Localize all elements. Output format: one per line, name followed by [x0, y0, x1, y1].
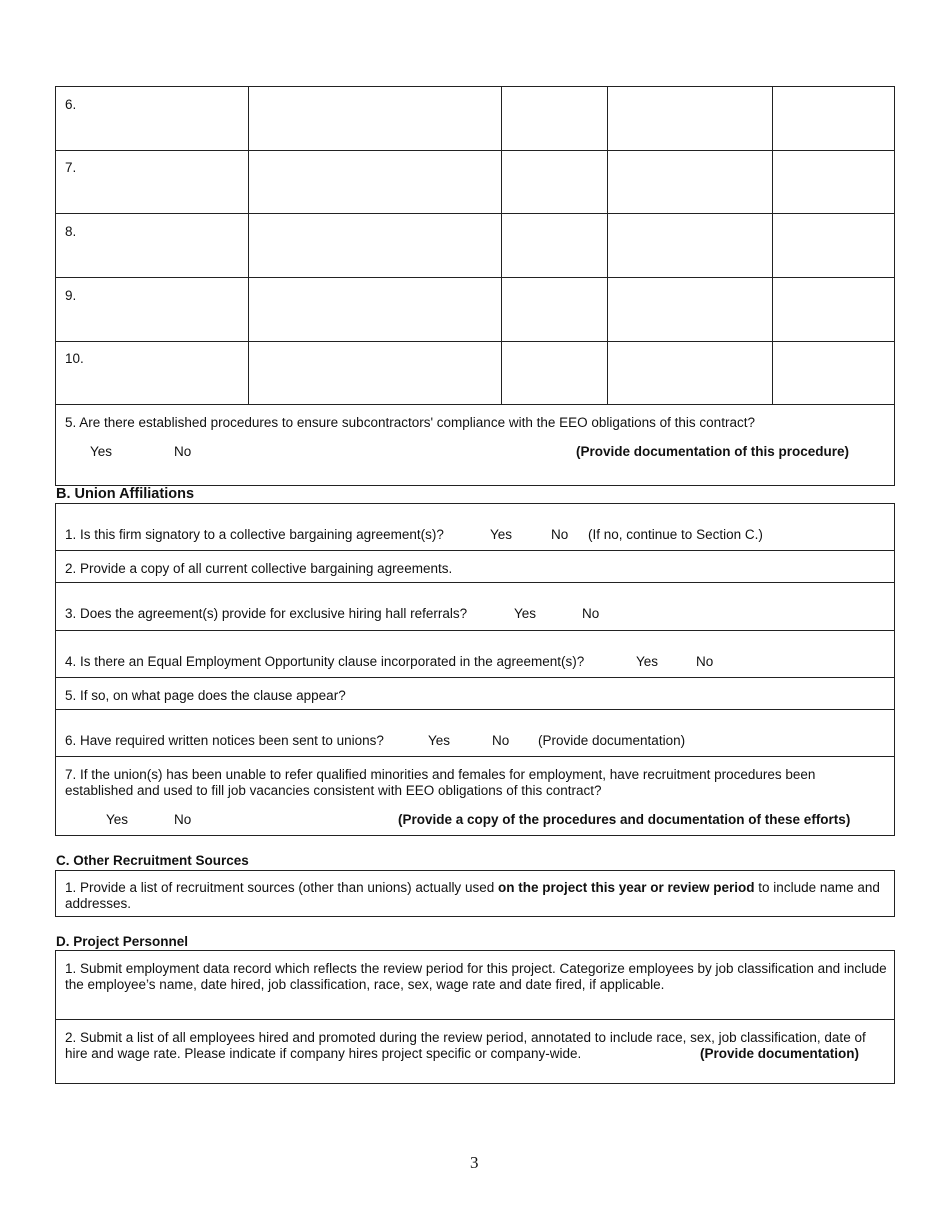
recruitment-sources-question: 1. Provide a list of recruitment sources (other than unions) actually used on the project this year or review period to include name and addresses.: [65, 880, 880, 911]
section-b-title: B. Union Affiliations: [56, 486, 195, 502]
table-row-divider: [55, 150, 895, 151]
no-option[interactable]: No: [582, 606, 600, 621]
personnel-q1-text: 1. Submit employment data record which reflects the review period for this project. Categorize employees by job classification and include the employee’s name, date hired, job classification, race, sex, wage rate and date fired, if applicable.: [65, 961, 887, 992]
row-divider: [55, 550, 895, 551]
section-c-title: C. Other Recruitment Sources: [56, 853, 249, 868]
yes-option[interactable]: Yes: [90, 444, 113, 459]
union-q5-text: 5. If so, on what page does the clause appear?: [65, 688, 346, 703]
no-option[interactable]: No: [696, 654, 714, 669]
row-divider: [55, 1019, 895, 1020]
personnel-q2-text: 2. Submit a list of all employees hired and promoted during the review period, annotated to include race, sex, job classification, date of hire and wage rate. Please indicate if company hires project specific or company-wide.: [65, 1030, 866, 1061]
row-divider: [55, 630, 895, 631]
table-column-divider: [607, 86, 608, 405]
yes-option[interactable]: Yes: [428, 733, 451, 748]
yes-option[interactable]: Yes: [106, 812, 129, 827]
table-row-number: 6.: [65, 97, 77, 112]
table-row-number: 10.: [65, 351, 84, 366]
table-row-divider: [55, 213, 895, 214]
page-number: 3: [470, 1153, 479, 1172]
table-column-divider: [248, 86, 249, 405]
union-q3-text: 3. Does the agreement(s) provide for exclusive hiring hall referrals?: [65, 606, 468, 621]
union-q7-note: (Provide a copy of the procedures and documentation of these efforts): [398, 812, 851, 827]
documentation-note: (Provide documentation of this procedure): [576, 444, 850, 459]
table-column-divider: [501, 86, 502, 405]
table-row-number: 9.: [65, 288, 77, 303]
union-q6-text: 6. Have required written notices been sent to unions?: [65, 733, 384, 748]
row-divider: [55, 582, 895, 583]
table-column-divider: [772, 86, 773, 405]
union-q6-note: (Provide documentation): [538, 733, 686, 748]
no-option[interactable]: No: [551, 527, 569, 542]
row-divider: [55, 677, 895, 678]
subcontractor-procedures-question: 5. Are there established procedures to ensure subcontractors' compliance with the EEO obligations of this contract?: [65, 415, 755, 430]
yes-option[interactable]: Yes: [490, 527, 513, 542]
yes-option[interactable]: Yes: [636, 654, 659, 669]
section-d-title: D. Project Personnel: [56, 934, 189, 949]
yes-option[interactable]: Yes: [514, 606, 537, 621]
table-row-divider: [55, 341, 895, 342]
no-option[interactable]: No: [174, 812, 192, 827]
table-row-divider: [55, 277, 895, 278]
no-option[interactable]: No: [174, 444, 192, 459]
personnel-q2-note: (Provide documentation): [700, 1046, 860, 1061]
row-divider: [55, 756, 895, 757]
union-q1-text: 1. Is this firm signatory to a collective bargaining agreement(s)?: [65, 527, 444, 542]
table-row-number: 7.: [65, 160, 77, 175]
row-divider: [55, 709, 895, 710]
union-q2-text: 2. Provide a copy of all current collective bargaining agreements.: [65, 561, 453, 576]
union-q1-note: (If no, continue to Section C.): [588, 527, 763, 542]
no-option[interactable]: No: [492, 733, 510, 748]
table-row-number: 8.: [65, 224, 77, 239]
union-q4-text: 4. Is there an Equal Employment Opportunity clause incorporated in the agreement(s)?: [65, 654, 585, 669]
union-q7-text: 7. If the union(s) has been unable to refer qualified minorities and females for employment, have recruitment procedures been established and used to fill job vacancies consistent with EEO obligations of this contract?: [65, 767, 816, 798]
table-row-divider: [55, 404, 895, 405]
